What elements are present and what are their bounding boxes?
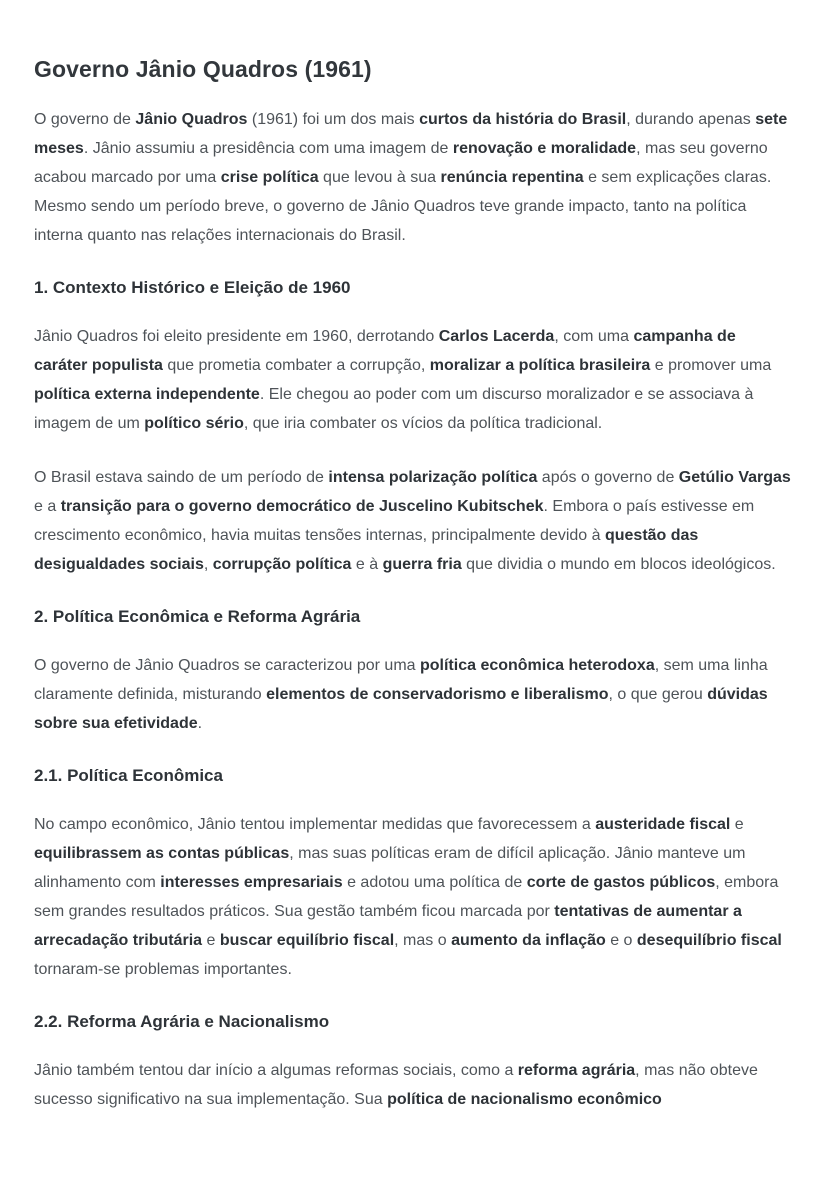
section-heading: 2.2. Reforma Agrária e Nacionalismo	[34, 1012, 330, 1031]
document-body	[34, 105, 792, 1114]
document-title: Governo Jânio Quadros (1961)	[34, 56, 372, 82]
paragraph: Jânio Quadros foi eleito presidente em 1960, derrotando Carlos Lacerda, com uma campanha de caráter populista que prometia combater a corrupção, moralizar a política brasileira e promover uma política externa independente. Ele chegou ao poder com um discurso moralizador e se associava à imagem de um político sério, que iria combater os vícios da política tradicional.	[34, 328, 772, 432]
section-heading: 2.1. Política Econômica	[34, 766, 223, 785]
paragraph: O governo de Jânio Quadros se caracterizou por uma política econômica heterodoxa, sem uma linha claramente definida, misturando elementos de conservadorismo e liberalismo, o que gerou dúvidas sobre sua efetividade.	[34, 657, 768, 732]
document	[34, 54, 792, 1114]
paragraph: O Brasil estava saindo de um período de intensa polarização política após o governo de Getúlio Vargas e a transição para o governo democrático de Juscelino Kubitschek. Embora o país estivesse em crescimento econômico, havia muitas tensões internas, principalmente devido à questão das desigualdades sociais, corrupção política e à guerra fria que dividia o mundo em blocos ideológicos.	[34, 469, 791, 573]
paragraph: No campo econômico, Jânio tentou implementar medidas que favorecessem a austeridade fiscal e equilibrassem as contas públicas, mas suas políticas eram de difícil aplicação. Jânio manteve um alinhamento com interesses empresariais e adotou uma política de corte de gastos públicos, embora sem grandes resultados práticos. Sua gestão também ficou marcada por tentativas de aumentar a arrecadação tributária e buscar equilíbrio fiscal, mas o aumento da inflação e o desequilíbrio fiscal tornaram-se problemas importantes.	[34, 816, 782, 978]
paragraph: O governo de Jânio Quadros (1961) foi um dos mais curtos da história do Brasil, durando apenas sete meses. Jânio assumiu a presidência com uma imagem de renovação e moralidade, mas seu governo acabou marcado por uma crise política que levou à sua renúncia repentina e sem explicações claras. Mesmo sendo um período breve, o governo de Jânio Quadros teve grande impacto, tanto na política interna quanto nas relações internacionais do Brasil.	[34, 111, 788, 244]
section-heading: 2. Política Econômica e Reforma Agrária	[34, 607, 361, 626]
section-heading: 1. Contexto Histórico e Eleição de 1960	[34, 278, 351, 297]
paragraph: Jânio também tentou dar início a algumas reformas sociais, como a reforma agrária, mas não obteve sucesso significativo na sua implementação. Sua política de nacionalismo econômico	[34, 1062, 758, 1108]
